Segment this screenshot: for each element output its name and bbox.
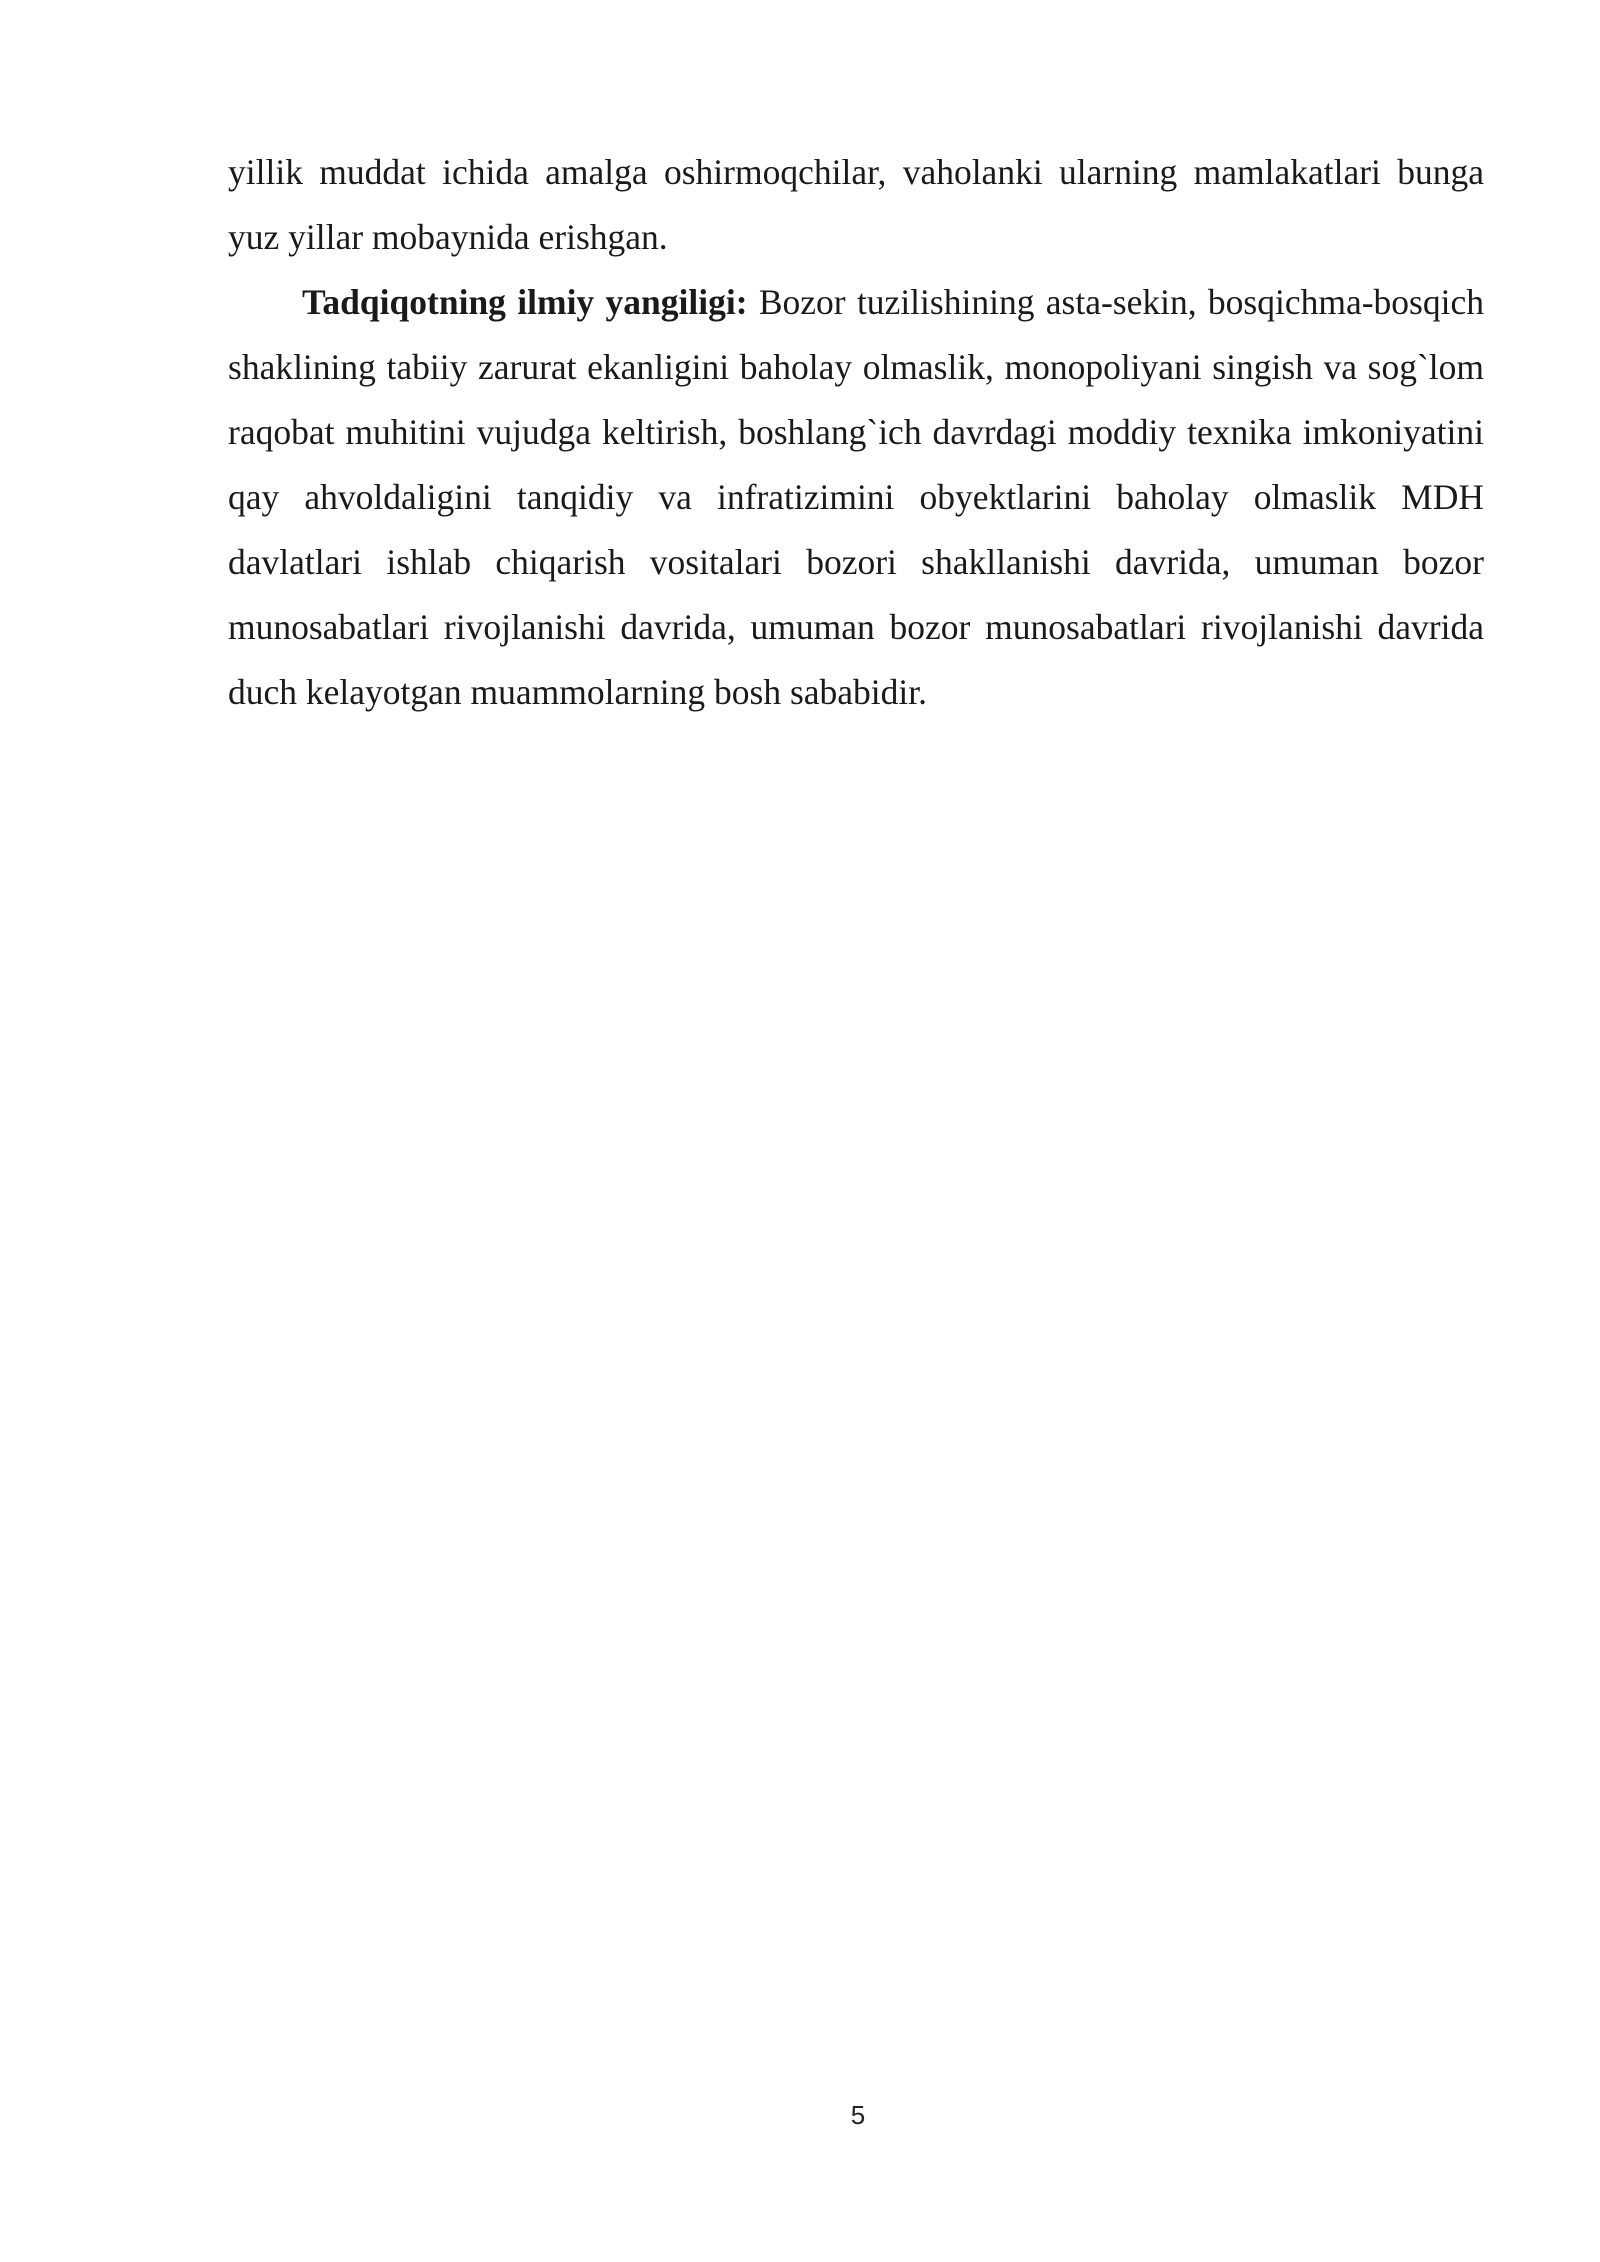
paragraph-novelty xyxy=(228,270,1484,725)
paragraph-continued: yillik muddat ichida amalga oshirmoqchilar, vaholanki ularning mamlakatlari bunga yuz yillar mobaynida erishgan. xyxy=(228,152,1484,257)
novelty-heading: Tadqiqotning ilmiy yangiligi: xyxy=(302,282,748,322)
page-number: 5 xyxy=(850,2100,866,2130)
novelty-body: Bozor tuzilishining asta-sekin, bosqichma-bosqich shaklining tabiiy zarurat ekanligini baholay olmaslik, monopoliyani singish va sog`lom raqobat muhitini vujudga keltirish, boshlang`ich davrdagi moddiy texnika imkoniyatini qay ahvoldaligini tanqidiy va infratizimini obyektlarini baholay olmaslik MDH davlatlari ishlab chiqarish vositalari bozori shakllanishi davrida, umuman bozor munosabatlari rivojlanishi davrida, umuman bozor munosabatlari rivojlanishi davrida duch kelayotgan muammolarning bosh sababidir. xyxy=(228,282,1484,712)
body-text xyxy=(228,140,1484,725)
